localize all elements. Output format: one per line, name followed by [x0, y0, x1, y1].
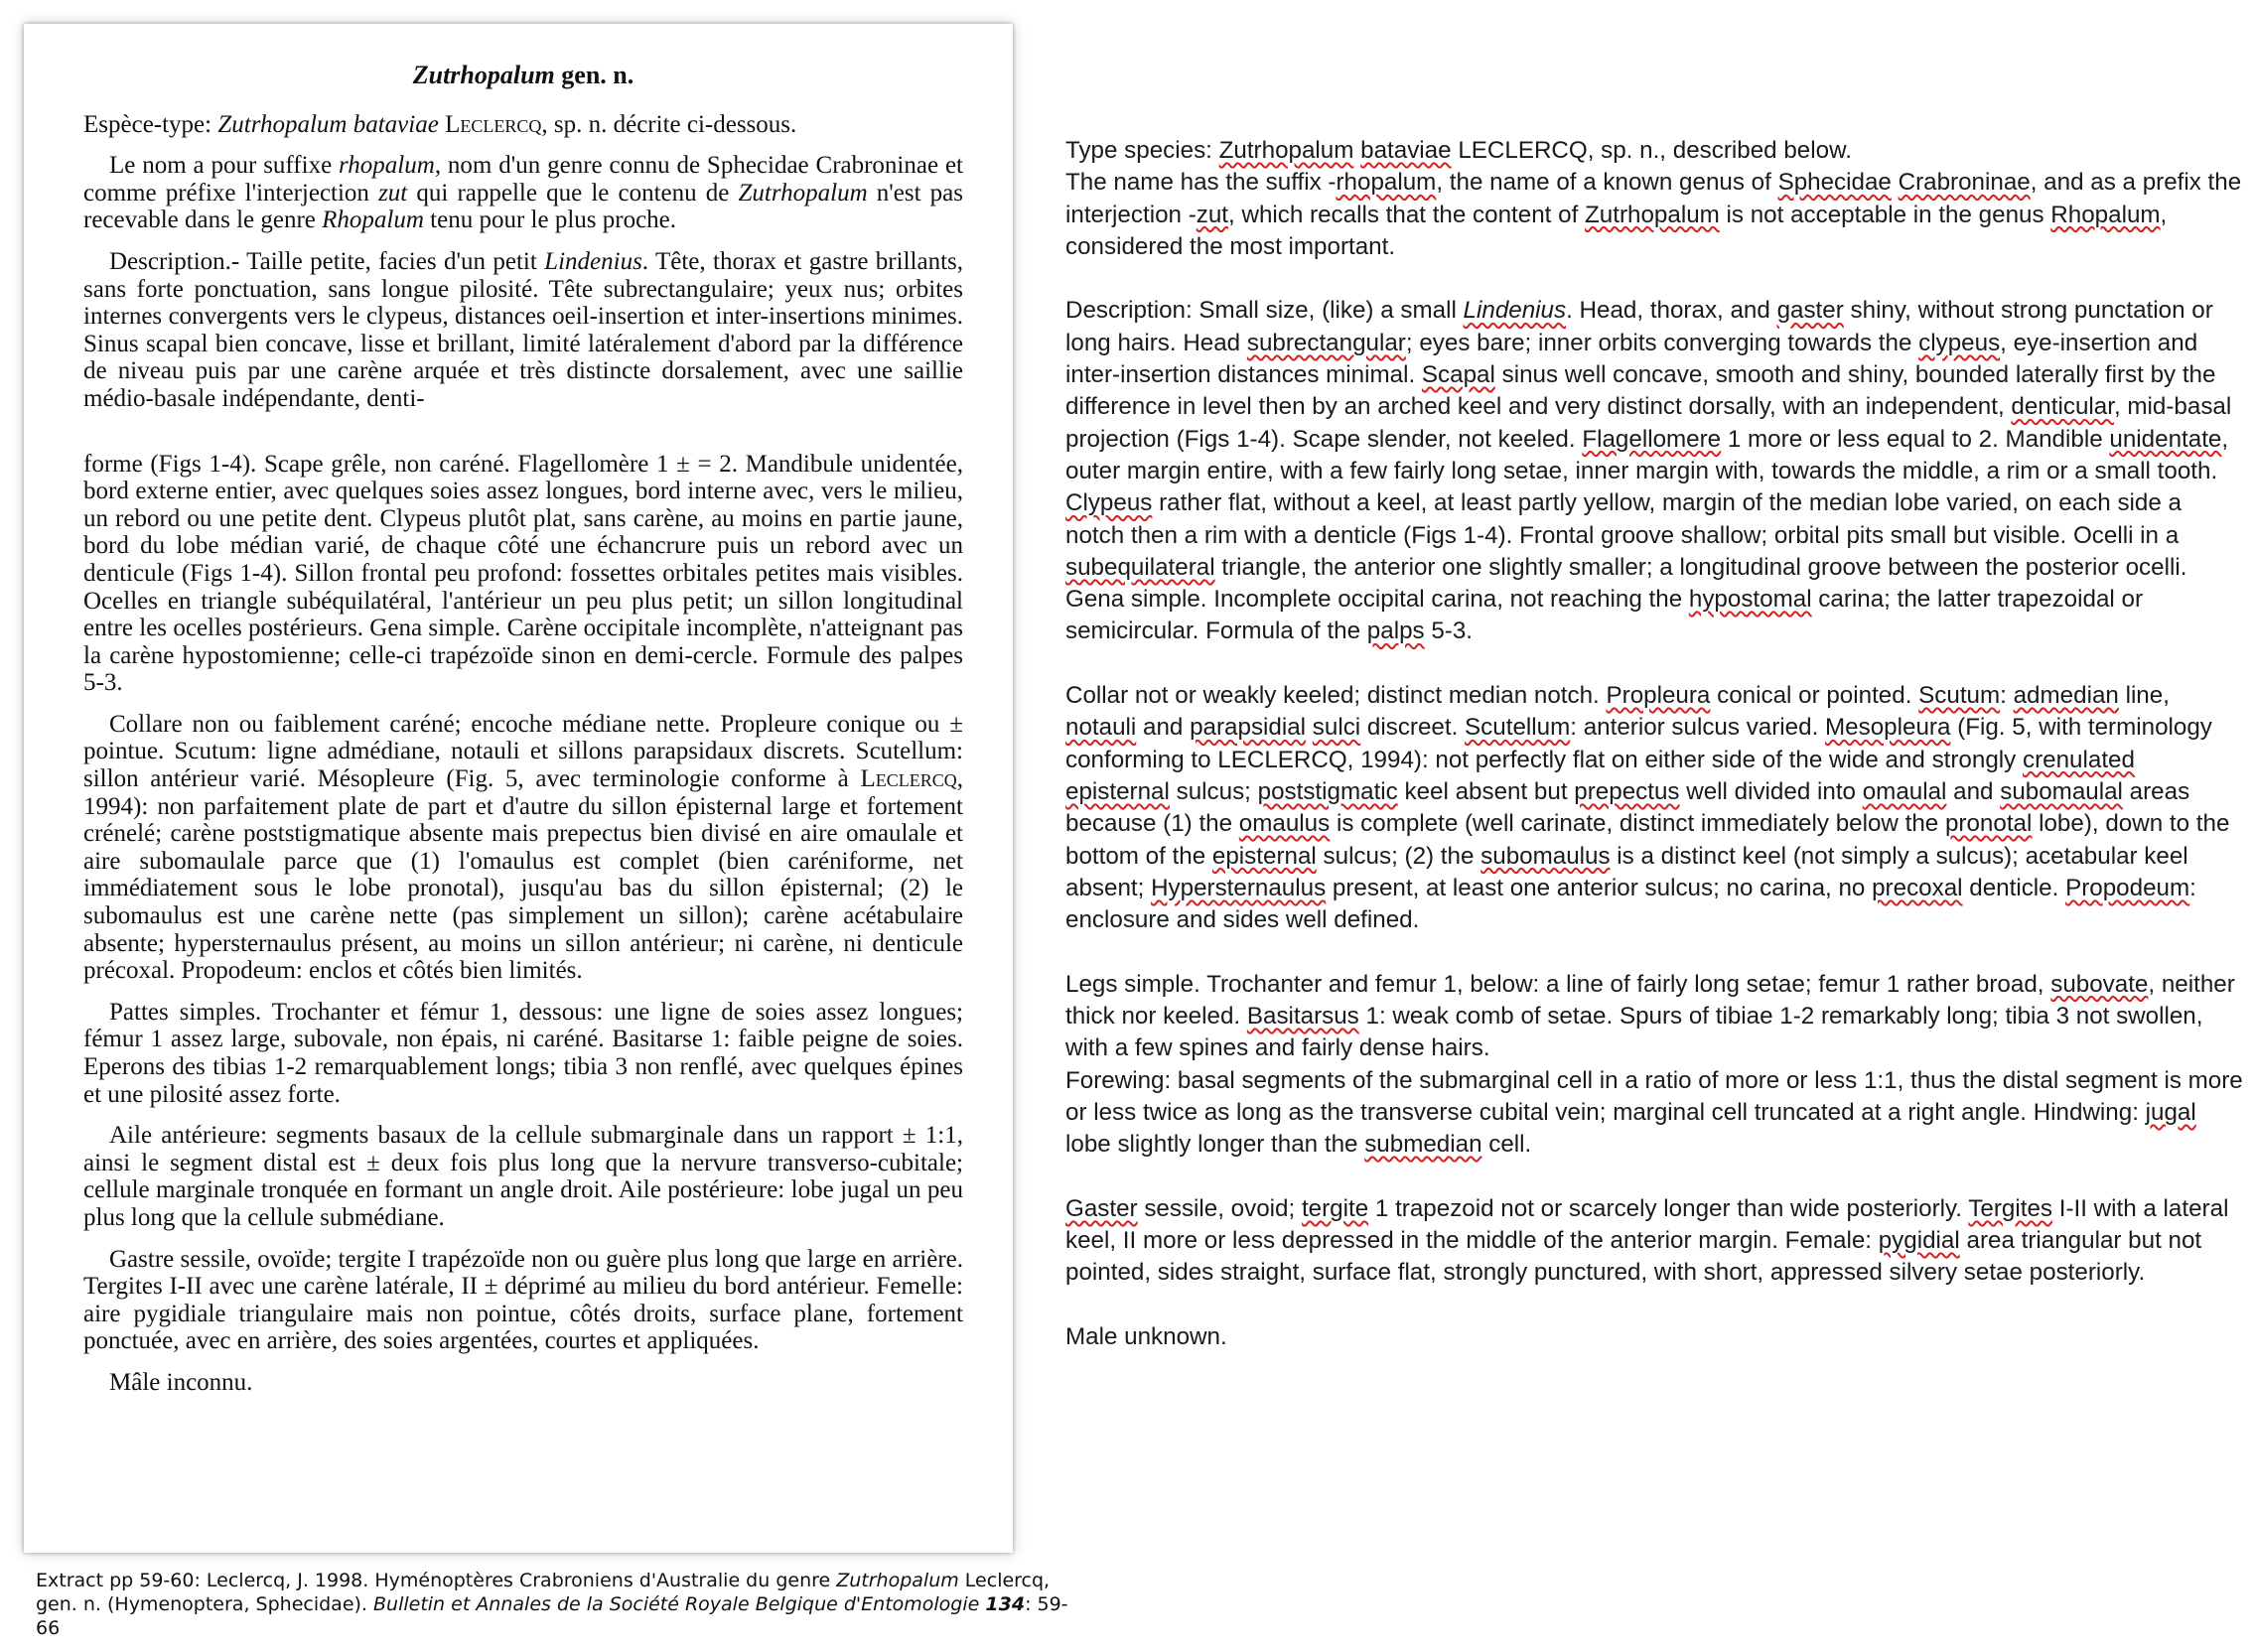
thorax-paragraph: Collare non ou faiblement caréné; encoche médiane nette. Propleure conique ou ± pointue. Scutum: ligne admédiane, notauli et sillons parapsidaux discrets. Scutellum: sillon antérieur varié. Mésopleure (Fig. 5, avec terminologie conforme à Leclercq, 1994): non parfaitement plate de part et d'autre du sillon épisternal large et fortement crénelé; carène poststigmatique absente mais prepectus bien divisé en aire omaulale et aire subomaulale parce que (1) l'omaulus est complet (bien caréniforme, net immédiatement sous le lobe pronotal), jusqu'au bas du sillon épisternal; (2) le subomaulus est une carène nette (pas simplement un sillon); carène acétabulaire absente; hypersternaulus présent, au moins un sillon antérieur; ni carène, ni denticule précoxal. Propodeum: enclos et côtés bien limités.	[83, 710, 963, 985]
head-description-paragraph: forme (Figs 1-4). Scape grêle, non caréné. Flagellomère 1 ± = 2. Mandibule unidentée, bord externe entier, avec quelques soies assez longues, bord interne avec, vers le milieu, un rebord ou une petite dent. Clypeus plutôt plat, sans carène, au moins en partie jaune, bord du lobe médian varié, de chaque côté une échancrure puis un rebord avec un denticule (Figs 1-4). Sillon frontal peu profond: fossettes orbitales petites mais visibles. Ocelles en triangle subéquilatéral, l'antérieur un peu plus petit; un sillon longitudinal entre les ocelles postérieurs. Gena simple. Carène occipitale incomplète, n'atteignant pas la carène hypostomienne; celle-ci trapézoïde sinon en demi-cercle. Formule des palpes 5-3.	[83, 450, 963, 697]
genus-name: Zutrhopalum	[412, 61, 555, 89]
translation-male: Male unknown.	[1065, 1322, 1227, 1350]
type-species-line: Espèce-type: Zutrhopalum bataviae Leclercq, sp. n. décrite ci-dessous.	[83, 110, 797, 138]
scanned-page	[24, 24, 1013, 1553]
translation-legs: Legs simple. Trochanter and femur 1, below: a line of fairly long setae; femur 1 rather broad, subovate, neither thick nor keeled. Basitarsus 1: weak comb of setae. Spurs of tibiae 1-2 remarkably long; tibia 3 not swollen, with a few spines and fairly dense hairs.	[1065, 970, 2235, 1062]
translation-gaster: Gaster sessile, ovoid; tergite 1 trapezoid not or scarcely longer than wide posteriorly. Tergites I-II with a lateral keel, II more or less depressed in the middle of the anterior margin. Female: pygidial area triangular but not pointed, sides straight, surface flat, strongly punctured, with short, appressed silvery setae posteriorly.	[1065, 1194, 2229, 1287]
male-paragraph: Mâle inconnu.	[109, 1368, 253, 1396]
translation-description: Description: Small size, (like) a small Lindenius. Head, thorax, and gaster shiny, without strong punctation or long hairs. Head subrectangular; eyes bare; inner orbits converging towards the clypeus, eye-insertion and inter-insertion distances minimal. Scapal sinus well concave, smooth and shiny, bounded laterally first by the difference in level then by an arched keel and very distinct dorsally, with an independent, denticular, mid-basal projection (Figs 1-4). Scape slender, not keeled. Flagellomere 1 more or less equal to 2. Mandible unidentate, outer margin entire, with a few fairly long setae, inner margin with, towards the middle, a rim or a small tooth. Clypeus rather flat, without a keel, at least partly yellow, margin of the median lobe varied, on each side a notch then a rim with a denticle (Figs 1-4). Frontal groove shallow; orbital pits small but visible. Ocelli in a subequilateral triangle, the anterior one slightly smaller; a longitudinal groove between the posterior ocelli. Gena simple. Incomplete occipital carina, not reaching the hypostomal carina; the latter trapezoidal or semicircular. Formula of the palps 5-3.	[1065, 297, 2232, 645]
citation-caption: Extract pp 59-60: Leclercq, J. 1998. Hyménoptères Crabroniens d'Australie du genre Zutrhopalum Leclercq, gen. n. (Hymenoptera, Sphecidae). Bulletin et Annales de la Société Royale Belgique d'Entomologie 134: 59-66	[36, 1570, 1068, 1639]
translation-thorax: Collar not or weakly keeled; distinct median notch. Propleura conical or pointed. Scutum: admedian line, notauli and parapsidial sulci discreet. Scutellum: anterior sulcus varied. Mesopleura (Fig. 5, with terminology conforming to LECLERCQ, 1994): not perfectly flat on either side of the wide and strongly crenulated episternal sulcus; poststigmatic keel absent but prepectus well divided into omaulal and subomaulal areas because (1) the omaulus is complete (well carinate, distinct immediately below the pronotal lobe), down to the bottom of the episternal sulcus; (2) the subomaulus is a distinct keel (not simply a sulcus); acetabular keel absent; Hypersternaulus present, at least one anterior sulcus; no carina, no precoxal denticle. Propodeum: enclosure and sides well defined.	[1065, 682, 2230, 934]
genus-title: Zutrhopalum gen. n.	[412, 61, 634, 89]
etymology-paragraph: Le nom a pour suffixe rhopalum, nom d'un genre connu de Sphecidae Crabroninae et comme préfixe l'interjection zut qui rappelle que le contenu de Zutrhopalum n'est pas recevable dans le genre Rhopalum tenu pour le plus proche.	[83, 152, 964, 234]
translation-etymology: The name has the suffix -rhopalum, the name of a known genus of Sphecidae Crabroninae, and as a prefix the interjection -zut, which recalls that the content of Zutrhopalum is not acceptable in the genus Rhopalum, considered the most important.	[1065, 169, 2242, 260]
translation-wings: Forewing: basal segments of the submarginal cell in a ratio of more or less 1:1, thus the distal segment is more or less twice as long as the transverse cubital vein; marginal cell truncated at a right angle. Hindwing: jugal lobe slightly longer than the submedian cell.	[1065, 1066, 2243, 1159]
gaster-paragraph: Gastre sessile, ovoïde; tergite I trapézoïde non ou guère plus long que large en arrière. Tergites I-II avec une carène latérale, II ± déprimé au milieu du bord antérieur. Femelle: aire pygidiale triangulaire mais non pointue, côtés droits, surface plane, fortement ponctuée, avec en arrière, des soies argentées, courtes et appliquées.	[83, 1245, 963, 1355]
description-paragraph: Description.- Taille petite, facies d'un petit Lindenius. Tête, thorax et gastre brillants, sans forte ponctuation, sans longue pilosité. Tête subrectangulaire; yeux nus; orbites internes convergents vers le clypeus, distances oeil-insertion et inter-insertions minimes. Sinus scapal bien concave, lisse et brillant, limité latéralement d'abord par la différence de niveau puis par une carène arquée et très distincte dorsalement, avec une saillie médio-basale indépendante, denti-	[83, 247, 963, 412]
legs-paragraph: Pattes simples. Trochanter et fémur 1, dessous: une ligne de soies assez longues; fémur 1 assez large, subovale, non épais, ni caréné. Basitarse 1: faible peigne de soies. Eperons des tibias 1-2 remarquablement longs; tibia 3 non renflé, avec quelques épines et une pilosité assez forte.	[83, 998, 963, 1108]
wings-paragraph: Aile antérieure: segments basaux de la cellule submarginale dans un rapport ± 1:1, ainsi le segment distal est ± deux fois plus long que la nervure transverso-cubitale; cellule marginale tronquée en formant un angle droit. Aile postérieure: lobe jugal un peu plus long que la cellule submédiane.	[83, 1122, 963, 1231]
translation-type-species: Type species: Zutrhopalum bataviae LECLERCQ, sp. n., described below.	[1065, 137, 1852, 164]
translation-text	[1065, 135, 2245, 1353]
